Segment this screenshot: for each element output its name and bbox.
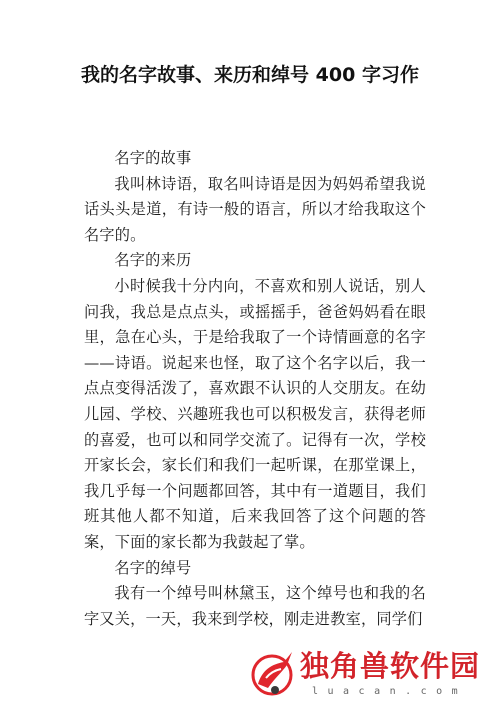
section-heading-nickname: 名字的绰号: [114, 558, 192, 577]
paragraph-origin: 小时候我十分内向，不喜欢和别人说话，别人问我，我总是点点头，或摇摇手，爸爸妈妈看在眼里，急在心头，于是给我取了一个诗情画意的名字——诗语。说起来也怪，取了这个名字以后，我一点点变得活泼了，喜欢跟不认识的人交朋友。在幼儿园、学校、兴趣班我也可以积极发言，获得老师的喜爱，也可以和同学交流了。记得有一次，学校开家长会，家长们和我们一起听课，在那堂课上，我几乎每一个问题都回答，其中有一道题目，我们班其他人都不知道，后来我回答了这个问题的答案，下面的家长都为我鼓起了掌。: [84, 276, 426, 551]
site-watermark: [248, 646, 496, 702]
document-title: 我的名字故事、来历和绰号 400 字习作: [81, 64, 419, 86]
section-heading-origin: 名字的来历: [114, 251, 192, 270]
document-body: [84, 146, 426, 632]
watermark-site-name: 独角兽软件园: [300, 649, 481, 683]
unicorn-logo-icon: [248, 648, 298, 698]
section-heading-story: 名字的故事: [114, 149, 192, 167]
paragraph-nickname: 我有一个绰号叫林黛玉，这个绰号也和我的名字又关，一天，我来到学校，刚走进教室，同学们: [84, 584, 426, 628]
watermark-domain: luacan.com: [312, 686, 468, 697]
paragraph-story: 我叫林诗语，取名叫诗语是因为妈妈希望我说话头头是道，有诗一般的语言，所以才给我取这个名字的。: [84, 174, 426, 244]
